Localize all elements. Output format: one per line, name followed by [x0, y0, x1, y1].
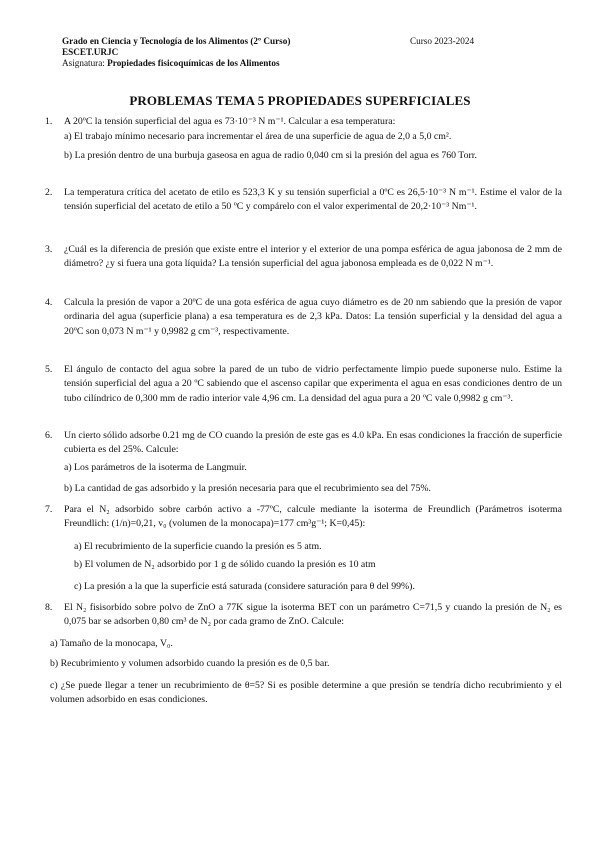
header-course: Curso 2023-2024	[410, 36, 475, 46]
header-subject	[62, 58, 280, 69]
problem-text: Calcula la presión de vapor a 20ºC de una gota esférica de agua cuyo diámetro es de 20 nm sabiendo que la presión de vapor ordinaria del agua (superficie plana) a esa temperatura es de 2,3 kPa. Datos: La tensión superficial y la densidad del agua a 20ºC son 0,073 N m⁻¹ y 0,9982 g cm⁻³, respectivamente.	[64, 297, 562, 337]
problem-text: La temperatura crítica del acetato de etilo es 523,3 K y su tensión superficial a 0ºC es 26,5·10⁻³ N m⁻¹. Estime el valor de la tensión superficial del acetato de etilo a 50 ºC y compárelo con el valor experimental de 20,2·10⁻³ Nm⁻¹.	[64, 187, 562, 213]
header-school: ESCET.URJC	[62, 47, 119, 57]
problem-item: b) La cantidad de gas adsorbido y la presión necesaria para que el recubrimiento sea del 75%.	[64, 483, 431, 494]
problem-item: b) El volumen de N₂ adsorbido por 1 g de sólido cuando la presión es 10 atm	[74, 559, 376, 570]
problem-number: 7.	[45, 504, 53, 515]
problem-number: 5.	[45, 364, 53, 375]
problem-item: c) ¿Se puede llegar a tener un recubrimiento de θ=5? Si es posible determine a que presión se tendría dicho recubrimiento y el volumen adsorbido en esas condiciones.	[50, 680, 562, 706]
problem-text: El ángulo de contacto del agua sobre la pared de un tubo de vidrio perfectamente limpio puede suponerse nulo. Estime la tensión superficial del agua a 20 ºC sabiendo que el ascenso capilar que experimenta el agua en esas condiciones dentro de un tubo cilíndrico de 0,300 mm de radio interior vale 4,96 cm. La densidad del agua pura a 20 ºC vale 0,9982 g cm⁻³.	[64, 364, 562, 404]
problem-number: 1.	[45, 116, 53, 127]
problem-item: c) La presión a la que la superficie está saturada (considere saturación para θ del 99%).	[74, 581, 415, 592]
problem-number: 2.	[45, 187, 53, 198]
header-degree: Grado en Ciencia y Tecnología de los Alimentos (2º Curso)	[62, 36, 291, 46]
problem-item: a) Tamaño de la monocapa, V₀.	[50, 638, 173, 649]
problem-number: 4.	[45, 297, 53, 308]
problem-number: 3.	[45, 244, 53, 255]
problem-text: ¿Cuál es la diferencia de presión que existe entre el interior y el exterior de una pompa esférica de agua jabonosa de 2 mm de diámetro? ¿y si fuera una gota líquida? La tensión superficial del agua jabonosa empleada es de 0,022 N m⁻¹.	[64, 244, 562, 270]
problem-number: 6.	[45, 430, 53, 441]
problem-item: a) Los parámetros de la isoterma de Langmuir.	[64, 462, 247, 473]
problem-item: b) Recubrimiento y volumen adsorbido cuando la presión es de 0,5 bar.	[50, 658, 330, 669]
subject-label: Asignatura:	[62, 58, 108, 68]
problem-item: a) El recubrimiento de la superficie cuando la presión es 5 atm.	[74, 541, 322, 552]
problem-number: 8.	[45, 602, 53, 613]
problem-text: Un cierto sólido adsorbe 0.21 mg de CO cuando la presión de este gas es 4.0 kPa. En esas condiciones la fracción de superficie cubierta es del 25%. Calcule:	[64, 430, 562, 456]
problem-item: b) La presión dentro de una burbuja gaseosa en agua de radio 0,040 cm si la presión del agua es 760 Torr.	[64, 150, 477, 161]
problem-text: El N₂ fisisorbido sobre polvo de ZnO a 77K sigue la isoterma BET con un parámetro C=71,5 y cuando la presión de N₂ es 0,075 bar se adsorben 0,80 cm³ de N₂ por cada gramo de ZnO. Calcule:	[64, 602, 562, 628]
problem-item: a) El trabajo mínimo necesario para incrementar el área de una superficie de agua de 2,0 a 5,0 cm².	[64, 131, 452, 142]
problem-text: A 20ºC la tensión superficial del agua es 73·10⁻³ N m⁻¹. Calcular a esa temperatura:	[64, 116, 396, 127]
page-title: PROBLEMAS TEMA 5 PROPIEDADES SUPERFICIALES	[129, 93, 471, 108]
subject-name: Propiedades fisicoquímicas de los Alimentos	[107, 58, 280, 68]
problem-text: Para el N₂ adsorbido sobre carbón activo a -77ºC, calcule mediante la isoterma de Freundlich (Parámetros isoterma Freundlich: (1/n)=0,21, v₀ (volumen de la monocapa)=177 cm³g⁻¹; K=0,45):	[64, 504, 562, 530]
